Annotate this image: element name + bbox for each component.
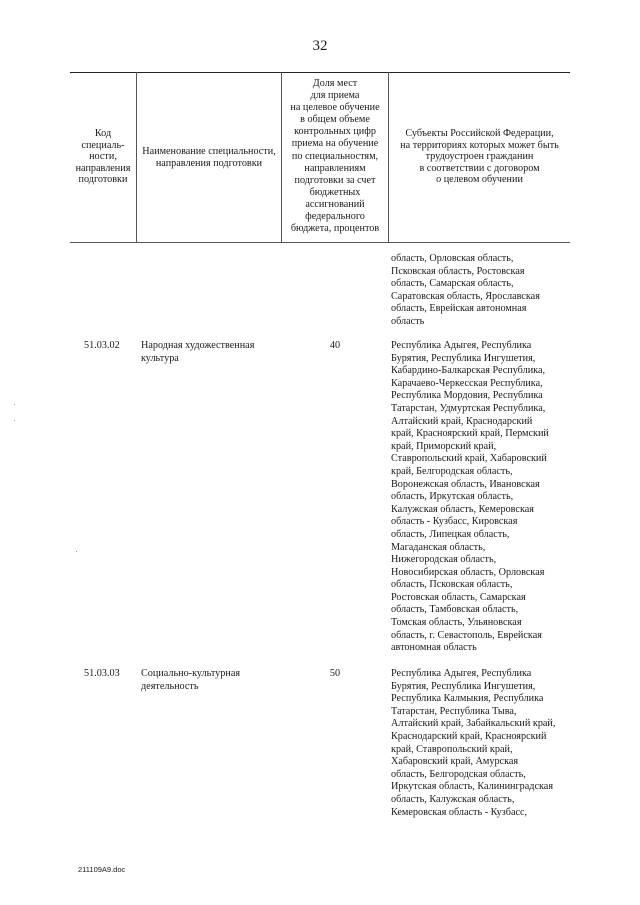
- row-1-share: 40: [329, 340, 341, 351]
- header-subjects: Субъекты Российской Федерации, на территориях которых может быть трудоустроен гражданин в соответствии с договором о целевом обучении: [400, 128, 559, 186]
- header-divider-1: [136, 72, 137, 243]
- header-code: Код специаль- ности, направления подготовки: [75, 128, 131, 186]
- document-filename: 211109A9.doc: [78, 865, 126, 874]
- row-2-share: 50: [329, 668, 341, 679]
- header-name: Наименование специальности, направления подготовки: [142, 146, 276, 169]
- row-2-code: 51.03.03: [84, 668, 120, 679]
- page-number: 32: [312, 38, 328, 54]
- row-1-subjects: Республика Адыгея, Республика Бурятия, Республика Ингушетия, Кабардино-Балкарская Республика, Карачаево-Черкесская Республика, Республика Мордовия, Республика Татарстан, Удмуртская Республика, Алтайский край, Краснодарский край, Красноярский край, Пермский край, Приморский край, Ставропольский край, Хабаровский край, Белгородская область, Воронежская область, Ивановская область, Иркутская область, Калужская область, Кемеровская область - Кузбасс, Кировская область, Липецкая область, Магаданская область, Нижегородская область, Новосибирская область, Орловская область, Псковская область, Ростовская область, Самарская область, Тамбовская область, Томская область, Ульяновская область, г. Севастополь, Еврейская автономная область: [391, 340, 549, 654]
- scan-speck: [14, 420, 15, 421]
- scan-speck: [76, 551, 77, 552]
- row-1-code: 51.03.02: [84, 340, 120, 351]
- table-top-rule: [70, 72, 570, 73]
- table-header-bottom-rule: [70, 242, 570, 243]
- scan-speck: [14, 404, 15, 405]
- row-1-name: Народная художественная культура: [141, 340, 255, 364]
- continuation-subjects: область, Орловская область, Псковская область, Ростовская область, Самарская область, Саратовская область, Ярославская область, Еврейская автономная область: [391, 253, 540, 327]
- row-2-subjects: Республика Адыгея, Республика Бурятия, Республика Ингушетия, Республика Калмыкия, Республика Татарстан, Республика Тыва, Алтайский край, Забайкальский край, Краснодарский край, Красноярский край, Ставропольский край, Хабаровский край, Амурская область, Белгородская область, Иркутская область, Калининградская область, Калужская область, Кемеровская область - Кузбасс,: [391, 668, 556, 818]
- header-share: Доля мест для приема на целевое обучение в общем объеме контрольных цифр приема на обучение по специальностям, направлениям подготовки за счет бюджетных ассигнований федерального бюджета, процентов: [290, 78, 380, 235]
- row-2-name: Социально-культурная деятельность: [141, 668, 241, 692]
